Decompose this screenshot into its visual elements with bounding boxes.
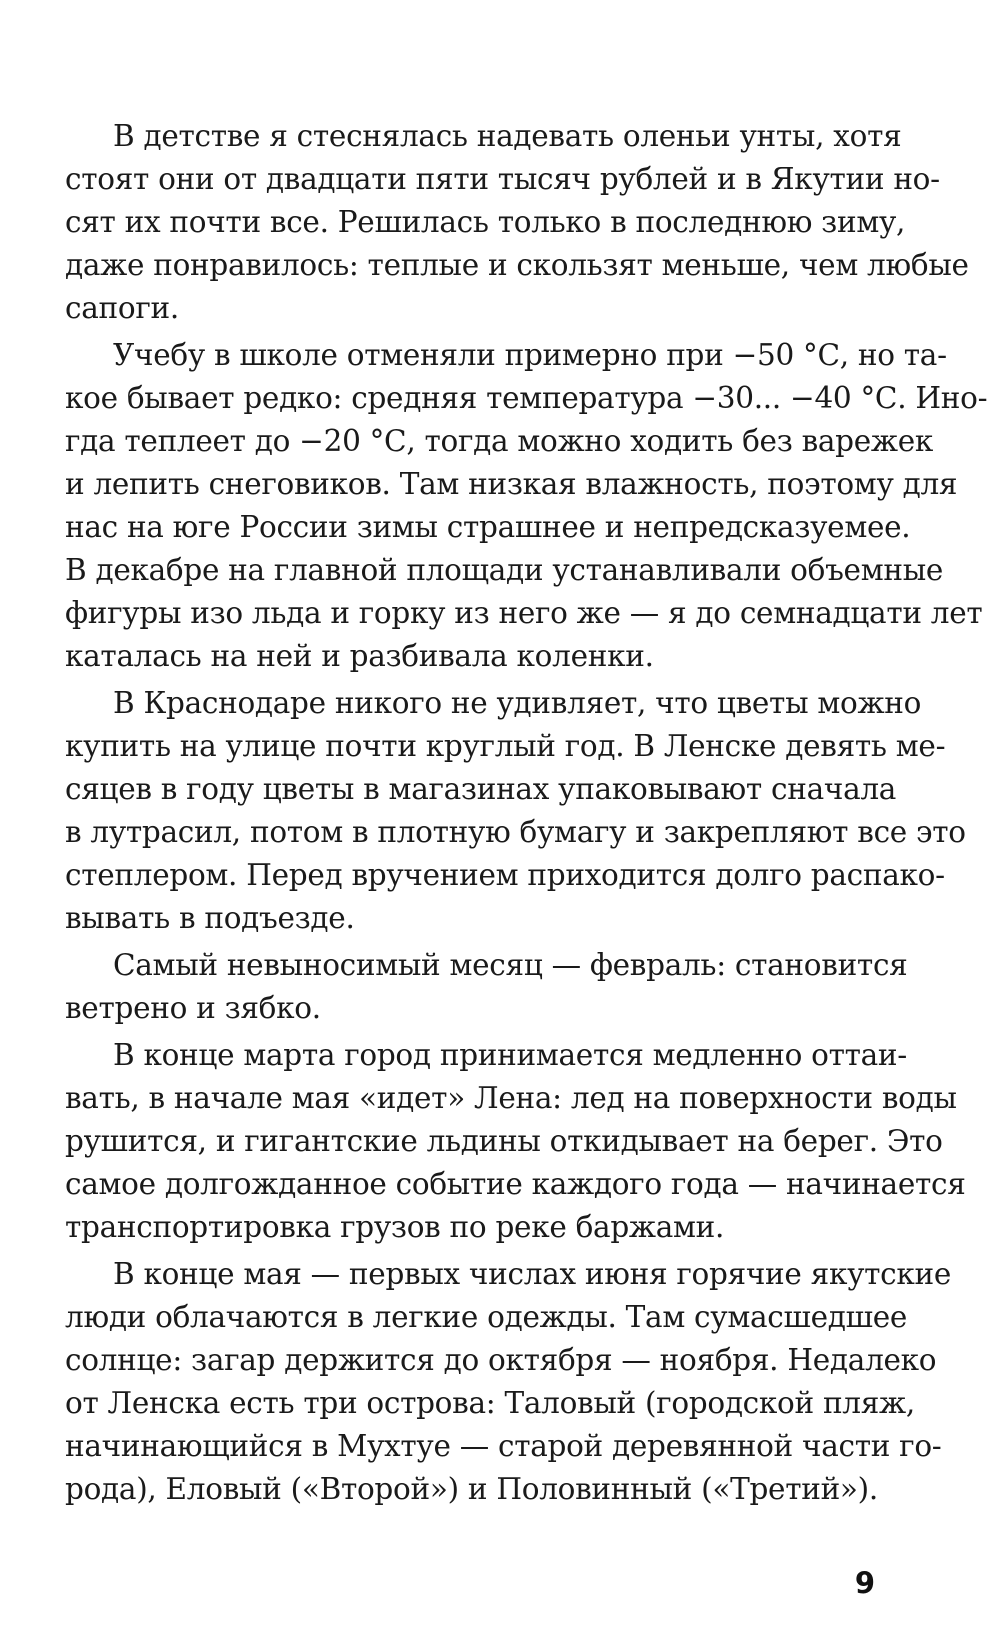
body-text: [65, 115, 988, 1511]
text-line: В декабре на главной площади устанавливали объемные: [65, 553, 944, 587]
text-line: В конце марта город принимается медленно оттаи-: [113, 1038, 907, 1072]
text-line: стоят они от двадцати пяти тысяч рублей и в Якутии но-: [65, 162, 940, 196]
text-line: В Краснодаре никого не удивляет, что цветы можно: [113, 686, 922, 720]
paragraph: [65, 1253, 952, 1511]
text-line: рода), Еловый («Второй») и Половинный («Третий»).: [65, 1472, 878, 1506]
paragraph: [65, 115, 969, 330]
paragraph: [65, 682, 966, 940]
text-line: начинающийся в Мухтуе — старой деревянной части го-: [65, 1429, 942, 1463]
text-line: фигуры изо льда и горку из него же — я до семнадцати лет: [65, 596, 983, 630]
text-line: вывать в подъезде.: [65, 901, 355, 935]
text-line: кое бывает редко: средняя температура −30... −40 °С. Ино-: [65, 381, 988, 415]
text-line: люди облачаются в легкие одежды. Там сумасшедшее: [65, 1300, 908, 1334]
text-line: Самый невыносимый месяц — февраль: становится: [113, 948, 908, 982]
paragraph: [65, 944, 908, 1030]
text-line: нас на юге России зимы страшнее и непредсказуемее.: [65, 510, 911, 544]
text-line: в лутрасил, потом в плотную бумагу и закрепляют все это: [65, 815, 966, 849]
text-line: сяцев в году цветы в магазинах упаковывают сначала: [65, 772, 897, 806]
text-line: В детстве я стеснялась надевать оленьи унты, хотя: [113, 119, 902, 153]
text-line: степлером. Перед вручением приходится долго распако-: [65, 858, 945, 892]
text-line: вать, в начале мая «идет» Лена: лед на поверхности воды: [65, 1081, 957, 1115]
text-line: купить на улице почти круглый год. В Ленске девять ме-: [65, 729, 946, 763]
text-line: ветрено и зябко.: [65, 991, 321, 1025]
text-line: сапоги.: [65, 291, 179, 325]
text-line: от Ленска есть три острова: Таловый (городской пляж,: [65, 1386, 915, 1420]
text-line: самое долгожданное событие каждого года — начинается: [65, 1167, 966, 1201]
text-line: каталась на ней и разбивала коленки.: [65, 639, 654, 673]
text-line: рушится, и гигантские льдины откидывает на берег. Это: [65, 1124, 943, 1158]
paragraph: [65, 1034, 966, 1249]
text-line: гда теплеет до −20 °С, тогда можно ходить без варежек: [65, 424, 934, 458]
text-line: даже понравилось: теплые и скользят меньше, чем любые: [65, 248, 969, 282]
text-line: и лепить снеговиков. Там низкая влажность, поэтому для: [65, 467, 958, 501]
text-line: В конце мая — первых числах июня горячие якутские: [113, 1257, 952, 1291]
text-line: Учебу в школе отменяли примерно при −50 °С, но та-: [113, 338, 947, 372]
text-line: транспортировка грузов по реке баржами.: [65, 1210, 725, 1244]
page-number: 9: [854, 1566, 875, 1600]
paragraph: [65, 334, 988, 678]
text-line: сят их почти все. Решилась только в последнюю зиму,: [65, 205, 906, 239]
text-line: солнце: загар держится до октября — ноября. Недалеко: [65, 1343, 937, 1377]
